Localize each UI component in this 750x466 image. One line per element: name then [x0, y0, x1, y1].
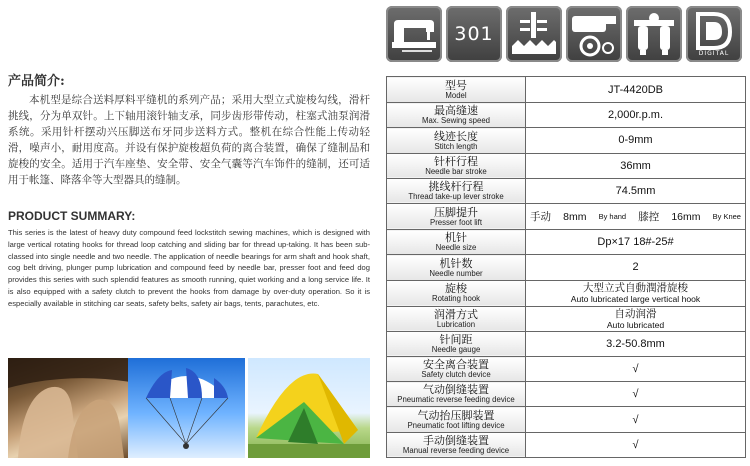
spec-label-en: Safety clutch device [421, 370, 491, 380]
spec-label-en: Thread take-up lever stroke [408, 191, 504, 201]
spec-row-manual-reverse [387, 432, 746, 457]
large-hook-icon [566, 6, 622, 62]
spec-label-en: Max. Sewing speed [421, 116, 491, 126]
presser-knee-value: 16mm [671, 210, 701, 223]
spec-table [386, 76, 746, 458]
spec-row-needle [387, 230, 746, 255]
pneumatic-filter-icon [626, 6, 682, 62]
stitch-301-icon [446, 6, 502, 62]
spec-row-hook [387, 280, 746, 306]
spec-label-en: Needle bar stroke [425, 166, 487, 176]
spec-label-en: Rotating hook [431, 294, 481, 304]
spec-label-cn: 压脚提升 [434, 205, 478, 219]
parachute-photo [128, 358, 245, 458]
summary-text: This series is the latest of heavy duty compound feed lockstitch sewing machines, which is designed with large vertical rotating hooks for thread loop catching and sliding bar for thread up-taking. It has been sub-classed into single needle and two needle. The application of needle bearings for arm shaft and hook shaft, cog belt driving, plunger pump lubrication and compound feed by needle bar, presser foot and feed dog provides this series with such splendid features as smooth running, quiet working and a long service life. It is also equipped with a safety clutch to prevent the hooks from damage by over-duty operation. So it is especially available in stitching car seats, safety belts, safety air bags, tents, parachutes, etc. [8, 228, 370, 308]
spec-label-en: Needle size [435, 243, 477, 253]
spec-label-en: Needle number [429, 268, 483, 278]
spec-label-cn: 挑线杆行程 [428, 179, 484, 193]
spec-label-cn: 气动抬压脚装置 [417, 408, 495, 422]
intro-title: 产品简介: [8, 74, 65, 89]
summary-title: PRODUCT SUMMARY: [8, 209, 136, 223]
spec-label-en: Stitch length [434, 141, 478, 151]
spec-row-needle-count [387, 255, 746, 280]
tent-photo [248, 358, 370, 458]
spec-row-presser [387, 203, 746, 229]
spec-label-en: Needle gauge [431, 345, 481, 355]
spec-row-clutch [387, 357, 746, 382]
spec-value-lube [526, 306, 746, 331]
presser-hand-en: By hand [598, 212, 627, 222]
spec-row-reverse [387, 382, 746, 407]
spec-label-en: Lubrication [436, 319, 476, 329]
spec-value: JT-4420DB [526, 77, 746, 103]
spec-row-stitch [387, 128, 746, 153]
spec-value: √ [526, 432, 746, 457]
compound-feed-icon [506, 6, 562, 62]
spec-row-gauge [387, 331, 746, 356]
spec-label-cn: 针间距 [439, 333, 473, 347]
spec-label-cn: 气动倒缝装置 [423, 383, 489, 397]
spec-row-foot-lift [387, 407, 746, 432]
stitch-number: 301 [454, 23, 494, 45]
spec-label-cn: 手动倒缝装置 [423, 433, 489, 447]
spec-value-presser [526, 203, 746, 229]
hook-value-cn: 大型立式自動潤滑旋梭 [583, 282, 688, 295]
spec-value: 2,000r.p.m. [526, 103, 746, 128]
spec-label-cn: 安全离合装置 [423, 358, 489, 372]
spec-value: 74.5mm [526, 178, 746, 203]
digital-label: DIGITAL [698, 50, 730, 57]
spec-label-cn: 机针 [445, 231, 467, 245]
spec-label-cn: 针杆行程 [434, 154, 478, 168]
spec-label-en: Model [445, 90, 467, 100]
spec-label-cn: 旋梭 [445, 282, 467, 296]
spec-label-cn: 机针数 [439, 256, 473, 270]
presser-knee-cn: 膝控 [638, 211, 660, 224]
spec-value: √ [526, 407, 746, 432]
spec-value: √ [526, 357, 746, 382]
intro-text: 本机型是综合送料厚料平缝机的系列产品；采用大型立式旋梭勾线，滑杆挑线，分为单双针。上下轴用滚针轴支承，同步齿形带传动，柱塞式油泵润滑系统。采用针杆摆动兴压脚送布牙同步送料方式。整机在综合性能上传动轻滑，噪声小，耐用度高。并设有保护旋梭超负荷的离合装置，确保了缝制品和旋梭的安全。适用于汽车座垫、安全带、安全气囊等汽车饰件的缝制，还可适用于帐篷、降落伞等大型器具的缝制。 [8, 94, 370, 186]
spec-label-cn: 型号 [445, 78, 467, 92]
spec-value-hook [526, 280, 746, 306]
spec-row-needle-bar [387, 153, 746, 178]
spec-label-en: Presser foot lift [430, 217, 482, 227]
presser-hand-value: 8mm [563, 210, 587, 223]
spec-value: 2 [526, 255, 746, 280]
hook-value-en: Auto lubricated large vertical hook [570, 294, 701, 305]
presser-knee-en: By Knee [712, 212, 741, 222]
spec-value: 0-9mm [526, 128, 746, 153]
spec-value: √ [526, 382, 746, 407]
spec-label-en: Manual reverse feeding device [402, 445, 510, 455]
spec-label-en: Pneumatic reverse feeding device [397, 395, 515, 405]
lube-value-cn: 自动润滑 [614, 307, 657, 320]
spec-value: 36mm [526, 153, 746, 178]
sewing-machine-icon [386, 6, 442, 62]
spec-value: 3.2-50.8mm [526, 331, 746, 356]
spec-row-model [387, 77, 746, 103]
spec-label-cn: 线迹长度 [434, 129, 478, 143]
feature-icon-strip [386, 6, 746, 66]
spec-row-takeup [387, 178, 746, 203]
lube-value-en: Auto lubricated [606, 319, 665, 330]
spec-label-cn: 最高缝速 [434, 104, 478, 118]
digital-logo-icon [686, 6, 742, 62]
spec-row-speed [387, 103, 746, 128]
spec-label-cn: 润滑方式 [434, 307, 478, 321]
car-seats-photo [8, 358, 130, 458]
presser-hand-cn: 手动 [530, 211, 551, 224]
spec-label-en: Pneumatic foot lifting device [407, 420, 505, 430]
spec-value: Dp×17 18#-25# [526, 230, 746, 255]
spec-row-lube [387, 306, 746, 331]
